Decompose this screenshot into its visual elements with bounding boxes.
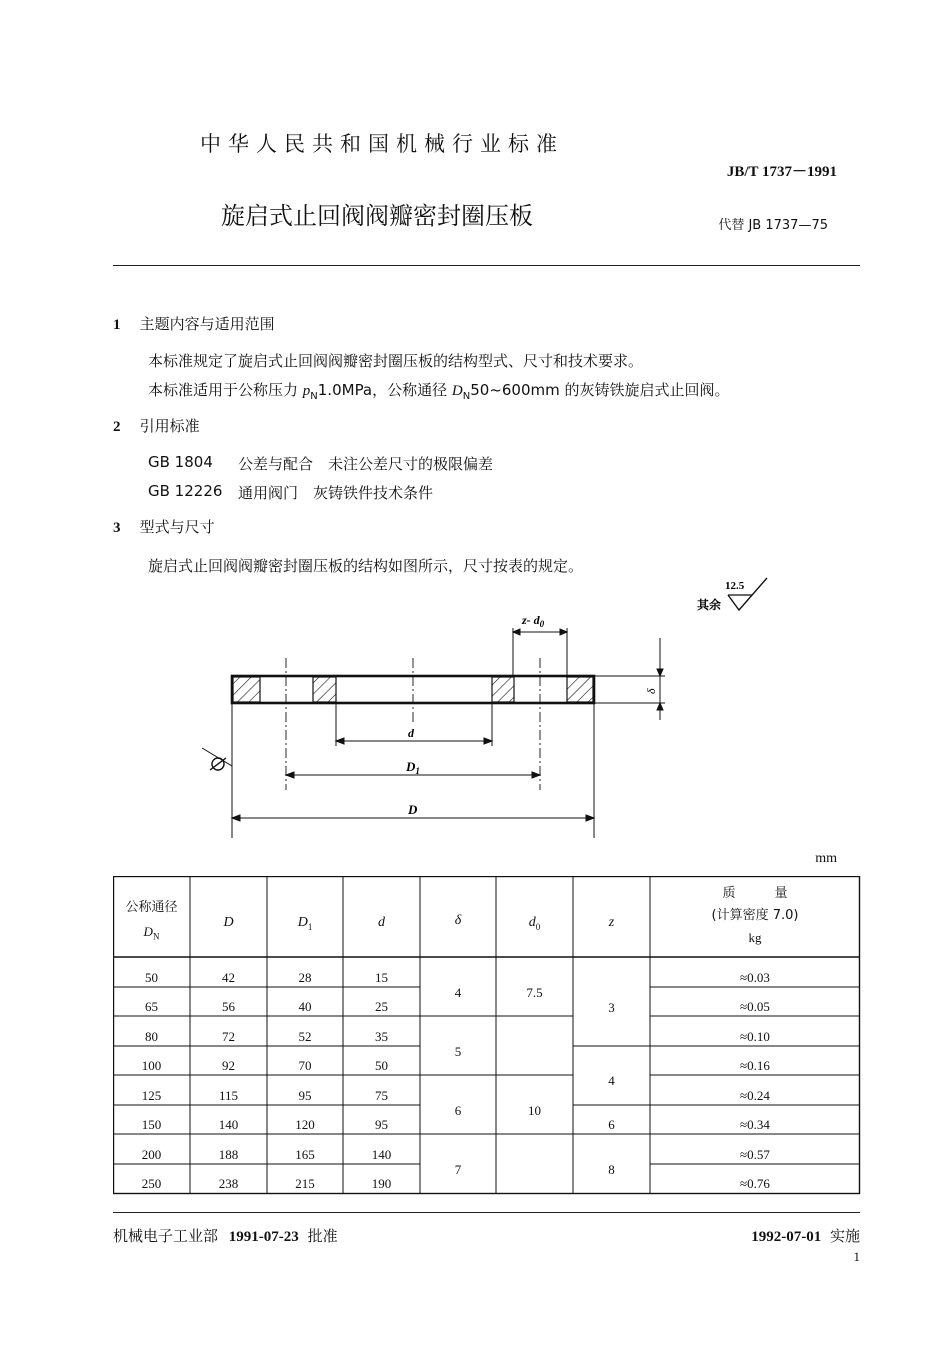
cell-D1: 120 xyxy=(295,1117,315,1132)
cell-D: 56 xyxy=(222,999,235,1014)
section-1-heading xyxy=(113,313,275,334)
dim-delta-label: δ xyxy=(644,688,658,694)
approve-label: 批准 xyxy=(307,1227,338,1245)
cell-mass: ≈0.24 xyxy=(740,1088,770,1103)
page-number: 1 xyxy=(853,1249,860,1264)
dim-thickness xyxy=(594,638,665,720)
ref-standard-name: 通用阀门 灰铸铁件技术条件 xyxy=(238,484,434,502)
header-d: d xyxy=(378,915,385,930)
implementation-label: 实施 xyxy=(829,1227,860,1245)
header-D: D xyxy=(223,915,234,930)
cell-D: 238 xyxy=(218,1176,239,1191)
section-1-paragraph-2 xyxy=(148,379,730,402)
dim-subscript: 1 xyxy=(415,766,420,776)
cell-D1: 40 xyxy=(298,999,312,1014)
cell-D1: 95 xyxy=(298,1088,312,1103)
document-title: 旋启式止回阀阀瓣密封圈压板 xyxy=(221,202,533,230)
section-title: 引用标准 xyxy=(139,417,200,435)
header-z: z xyxy=(608,915,615,930)
symbol-p: p xyxy=(302,383,311,399)
header-text: (计算密度 7.0) xyxy=(711,908,799,923)
cell-delta: 7 xyxy=(454,1162,462,1177)
header-subscript: N xyxy=(152,931,160,942)
header-mass xyxy=(650,886,860,946)
approval-line xyxy=(113,1225,338,1246)
footer-divider xyxy=(113,1212,860,1213)
text-run: 1.0MPa，公称通径 xyxy=(317,381,452,399)
cell-d0: 7.5 xyxy=(526,985,543,1000)
section-1-paragraph-1: 本标准规定了旋启式止回阀阀瓣密封圈压板的结构型式、尺寸和技术要求。 xyxy=(148,352,644,370)
subscript: N xyxy=(310,391,318,402)
dim-text: D xyxy=(406,759,416,774)
ref-standard-code: GB 12226 xyxy=(148,482,223,500)
header-subscript: 0 xyxy=(535,921,541,932)
unit-label: mm xyxy=(815,851,837,866)
header-text: kg xyxy=(748,930,762,945)
roughness-value: 12.5 xyxy=(725,580,745,592)
cell-delta: 6 xyxy=(454,1103,462,1118)
header-D1 xyxy=(267,915,343,935)
cell-dn: 125 xyxy=(141,1088,162,1103)
standard-code: JB/T 1737－1991 xyxy=(726,164,837,180)
cell-d: 140 xyxy=(371,1147,392,1162)
cell-mass: ≈0.16 xyxy=(740,1058,770,1073)
cell-d: 35 xyxy=(375,1029,388,1044)
dim-hole xyxy=(513,628,567,676)
cell-z: 3 xyxy=(608,1000,615,1015)
text-run: 本标准适用于公称压力 xyxy=(148,381,303,399)
header-text: 质 量 xyxy=(722,886,788,901)
header-text: D xyxy=(143,924,153,939)
section-number: 3 xyxy=(113,520,121,536)
cell-dn: 50 xyxy=(145,970,158,985)
cell-d0: 10 xyxy=(528,1103,541,1118)
pressure-plate-drawing xyxy=(0,570,950,845)
cell-mass: ≈0.03 xyxy=(740,970,770,985)
cell-D: 140 xyxy=(218,1117,239,1132)
dim-D1-label xyxy=(405,759,420,776)
cell-mass: ≈0.10 xyxy=(740,1029,770,1044)
cell-delta: 4 xyxy=(454,985,462,1000)
cell-D1: 28 xyxy=(298,970,312,985)
section-2-heading xyxy=(113,415,200,436)
cell-d: 95 xyxy=(375,1117,388,1132)
header-text: D xyxy=(297,915,308,930)
cell-D: 42 xyxy=(222,970,235,985)
header-subscript: 1 xyxy=(307,921,313,932)
section-number: 1 xyxy=(113,317,121,333)
cell-mass: ≈0.05 xyxy=(740,999,770,1014)
header-d0 xyxy=(496,915,573,935)
replaces-note: 代替 JB 1737—75 xyxy=(718,218,828,233)
cell-D: 115 xyxy=(218,1088,239,1103)
industry-standard-heading: 中华人民共和国机械行业标准 xyxy=(200,132,564,156)
section-number: 2 xyxy=(113,419,121,435)
cell-z: 8 xyxy=(608,1162,615,1177)
header-divider xyxy=(113,265,860,266)
cell-z: 4 xyxy=(608,1073,615,1088)
dim-zd0-label xyxy=(521,613,545,629)
issuer: 机械电子工业部 xyxy=(113,1227,219,1245)
approve-date: 1991-07-23 xyxy=(228,1229,299,1245)
header-dn xyxy=(113,900,190,945)
symbol-d: D xyxy=(451,383,463,399)
cell-d: 15 xyxy=(375,970,388,985)
cell-D1: 70 xyxy=(298,1058,312,1073)
cell-dn: 100 xyxy=(141,1058,162,1073)
cell-d: 190 xyxy=(371,1176,392,1191)
implementation-date: 1992-07-01 xyxy=(751,1229,822,1245)
cell-mass: ≈0.57 xyxy=(740,1147,770,1162)
dim-d xyxy=(336,738,492,744)
cell-mass: ≈0.76 xyxy=(740,1176,770,1191)
section-3-heading xyxy=(113,516,215,537)
cell-delta: 5 xyxy=(454,1044,462,1059)
roughness-label: 其余 xyxy=(697,598,722,612)
section-title: 主题内容与适用范围 xyxy=(139,315,275,333)
dim-subscript: 0 xyxy=(539,619,545,629)
text-run: 50~600mm 的灰铸铁旋启式止回阀。 xyxy=(470,381,730,399)
subscript: N xyxy=(462,391,471,402)
dim-text: z- d xyxy=(522,613,540,627)
cell-z: 6 xyxy=(608,1117,615,1132)
dim-d-label: d xyxy=(408,726,414,740)
cell-mass: ≈0.34 xyxy=(740,1117,770,1132)
flatness-symbol xyxy=(202,748,232,770)
cell-dn: 65 xyxy=(145,999,158,1014)
cell-D1: 52 xyxy=(298,1029,312,1044)
cell-D: 72 xyxy=(222,1029,235,1044)
header-text: d xyxy=(528,915,536,930)
cell-d: 50 xyxy=(375,1058,388,1073)
header-delta: δ xyxy=(454,913,462,928)
header-text: 公称通径 xyxy=(125,900,178,915)
cell-D: 92 xyxy=(222,1058,235,1073)
roughness-symbol xyxy=(697,578,767,612)
cell-dn: 80 xyxy=(145,1029,158,1044)
dim-D-label: D xyxy=(408,802,418,817)
section-title: 型式与尺寸 xyxy=(139,518,215,536)
cell-D: 188 xyxy=(218,1147,239,1162)
cell-dn: 150 xyxy=(141,1117,162,1132)
cell-D1: 215 xyxy=(295,1176,315,1191)
cell-dn: 250 xyxy=(141,1176,162,1191)
ref-standard-name: 公差与配合 未注公差尺寸的极限偏差 xyxy=(238,455,494,473)
cell-d: 25 xyxy=(375,999,388,1014)
section-3-paragraph: 旋启式止回阀阀瓣密封圈压板的结构如图所示，尺寸按表的规定。 xyxy=(148,557,584,575)
cell-d: 75 xyxy=(375,1088,388,1103)
ref-standard-code: GB 1804 xyxy=(148,453,213,471)
cell-dn: 200 xyxy=(141,1147,162,1162)
cell-D1: 165 xyxy=(295,1147,315,1162)
implementation-line xyxy=(751,1225,860,1246)
